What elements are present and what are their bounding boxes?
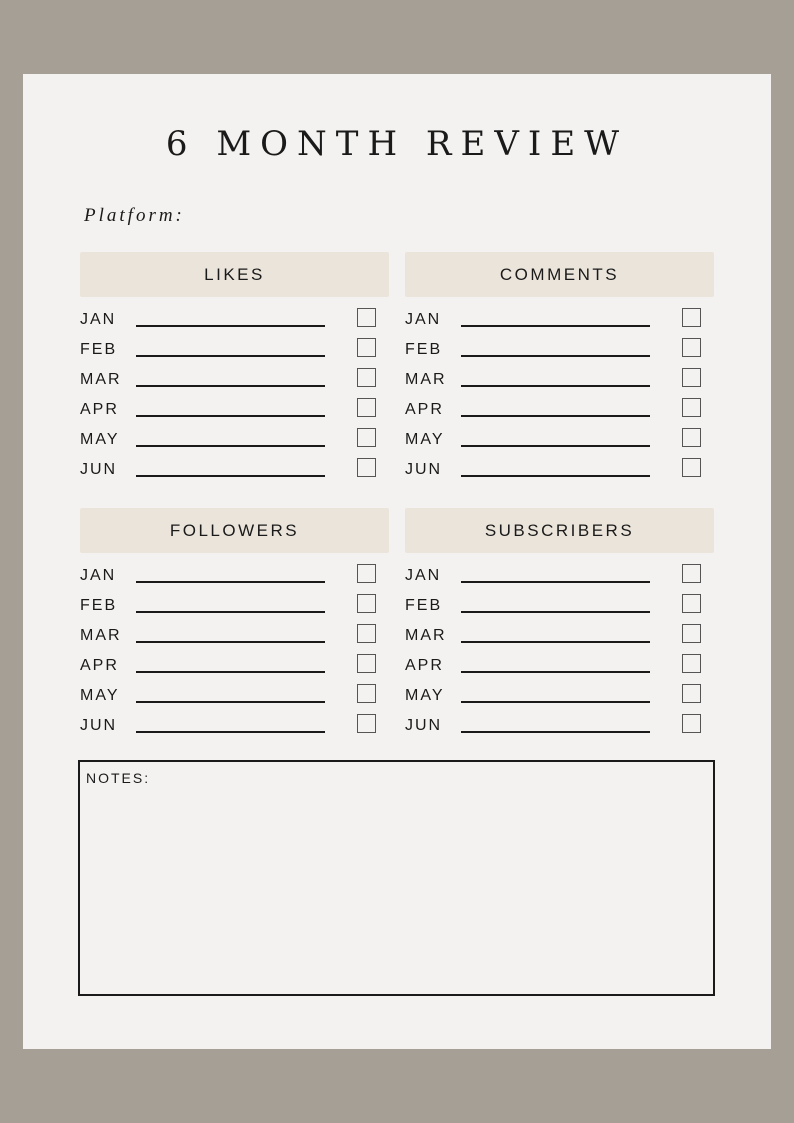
followers-entry-line-jan[interactable] — [136, 581, 325, 583]
subscribers-checkbox-apr[interactable] — [682, 654, 701, 673]
likes-entry-line-apr[interactable] — [136, 415, 325, 417]
followers-row-jan — [80, 564, 389, 588]
comments-row-jan — [405, 308, 714, 332]
followers-checkbox-jan[interactable] — [357, 564, 376, 583]
comments-checkbox-jan[interactable] — [682, 308, 701, 327]
likes-row-mar — [80, 368, 389, 392]
followers-entry-line-jun[interactable] — [136, 731, 325, 733]
likes-row-jan — [80, 308, 389, 332]
comments-checkbox-mar[interactable] — [682, 368, 701, 387]
likes-entry-line-jun[interactable] — [136, 475, 325, 477]
comments-row-feb — [405, 338, 714, 362]
month-label: MAY — [80, 431, 120, 448]
followers-checkbox-mar[interactable] — [357, 624, 376, 643]
comments-checkbox-jun[interactable] — [682, 458, 701, 477]
notes-box[interactable] — [78, 760, 715, 996]
subscribers-row-feb — [405, 594, 714, 618]
subscribers-row-jun — [405, 714, 714, 738]
subscribers-checkbox-mar[interactable] — [682, 624, 701, 643]
month-label: MAY — [80, 687, 120, 704]
followers-row-may — [80, 684, 389, 708]
month-label: JAN — [405, 311, 442, 328]
followers-entry-line-mar[interactable] — [136, 641, 325, 643]
month-label: APR — [405, 401, 444, 418]
likes-checkbox-apr[interactable] — [357, 398, 376, 417]
section-header-likes: LIKES — [80, 252, 389, 297]
followers-entry-line-feb[interactable] — [136, 611, 325, 613]
subscribers-checkbox-jun[interactable] — [682, 714, 701, 733]
month-label: MAR — [405, 627, 447, 644]
subscribers-entry-line-feb[interactable] — [461, 611, 650, 613]
platform-label: Platform: — [84, 205, 185, 226]
subscribers-entry-line-may[interactable] — [461, 701, 650, 703]
followers-row-apr — [80, 654, 389, 678]
comments-checkbox-feb[interactable] — [682, 338, 701, 357]
comments-entry-line-may[interactable] — [461, 445, 650, 447]
likes-entry-line-jan[interactable] — [136, 325, 325, 327]
comments-entry-line-apr[interactable] — [461, 415, 650, 417]
likes-checkbox-jun[interactable] — [357, 458, 376, 477]
likes-entry-line-feb[interactable] — [136, 355, 325, 357]
month-label: JUN — [80, 717, 118, 734]
month-label: JAN — [80, 311, 117, 328]
comments-entry-line-jun[interactable] — [461, 475, 650, 477]
followers-checkbox-feb[interactable] — [357, 594, 376, 613]
followers-checkbox-jun[interactable] — [357, 714, 376, 733]
subscribers-entry-line-apr[interactable] — [461, 671, 650, 673]
month-label: JUN — [405, 717, 443, 734]
comments-entry-line-jan[interactable] — [461, 325, 650, 327]
month-label: JUN — [405, 461, 443, 478]
page-title: 6 MONTH REVIEW — [165, 124, 629, 164]
month-label: MAY — [405, 687, 445, 704]
comments-checkbox-may[interactable] — [682, 428, 701, 447]
month-label: APR — [80, 657, 119, 674]
subscribers-entry-line-jan[interactable] — [461, 581, 650, 583]
notes-label: NOTES: — [86, 770, 151, 786]
month-label: MAR — [80, 371, 122, 388]
month-label: FEB — [80, 597, 118, 614]
comments-row-mar — [405, 368, 714, 392]
month-label: FEB — [405, 341, 443, 358]
month-label: JUN — [80, 461, 118, 478]
comments-row-may — [405, 428, 714, 452]
followers-row-feb — [80, 594, 389, 618]
subscribers-row-jan — [405, 564, 714, 588]
likes-row-apr — [80, 398, 389, 422]
likes-row-may — [80, 428, 389, 452]
subscribers-checkbox-may[interactable] — [682, 684, 701, 703]
comments-row-jun — [405, 458, 714, 482]
likes-row-feb — [80, 338, 389, 362]
subscribers-entry-line-mar[interactable] — [461, 641, 650, 643]
section-subscribers — [405, 508, 714, 734]
month-label: MAR — [405, 371, 447, 388]
comments-entry-line-mar[interactable] — [461, 385, 650, 387]
subscribers-entry-line-jun[interactable] — [461, 731, 650, 733]
likes-entry-line-mar[interactable] — [136, 385, 325, 387]
section-header-comments: COMMENTS — [405, 252, 714, 297]
likes-row-jun — [80, 458, 389, 482]
section-header-followers: FOLLOWERS — [80, 508, 389, 553]
comments-row-apr — [405, 398, 714, 422]
month-label: FEB — [80, 341, 118, 358]
month-label: MAR — [80, 627, 122, 644]
section-comments — [405, 252, 714, 478]
followers-entry-line-apr[interactable] — [136, 671, 325, 673]
section-likes — [80, 252, 389, 478]
likes-checkbox-mar[interactable] — [357, 368, 376, 387]
month-label: FEB — [405, 597, 443, 614]
likes-checkbox-feb[interactable] — [357, 338, 376, 357]
subscribers-checkbox-feb[interactable] — [682, 594, 701, 613]
followers-checkbox-may[interactable] — [357, 684, 376, 703]
followers-checkbox-apr[interactable] — [357, 654, 376, 673]
comments-entry-line-feb[interactable] — [461, 355, 650, 357]
subscribers-row-may — [405, 684, 714, 708]
month-label: APR — [80, 401, 119, 418]
month-label: MAY — [405, 431, 445, 448]
followers-row-jun — [80, 714, 389, 738]
section-header-subscribers: SUBSCRIBERS — [405, 508, 714, 553]
month-label: JAN — [80, 567, 117, 584]
section-followers — [80, 508, 389, 734]
likes-checkbox-jan[interactable] — [357, 308, 376, 327]
followers-row-mar — [80, 624, 389, 648]
likes-entry-line-may[interactable] — [136, 445, 325, 447]
month-label: APR — [405, 657, 444, 674]
followers-entry-line-may[interactable] — [136, 701, 325, 703]
comments-checkbox-apr[interactable] — [682, 398, 701, 417]
subscribers-checkbox-jan[interactable] — [682, 564, 701, 583]
likes-checkbox-may[interactable] — [357, 428, 376, 447]
subscribers-row-apr — [405, 654, 714, 678]
month-label: JAN — [405, 567, 442, 584]
subscribers-row-mar — [405, 624, 714, 648]
